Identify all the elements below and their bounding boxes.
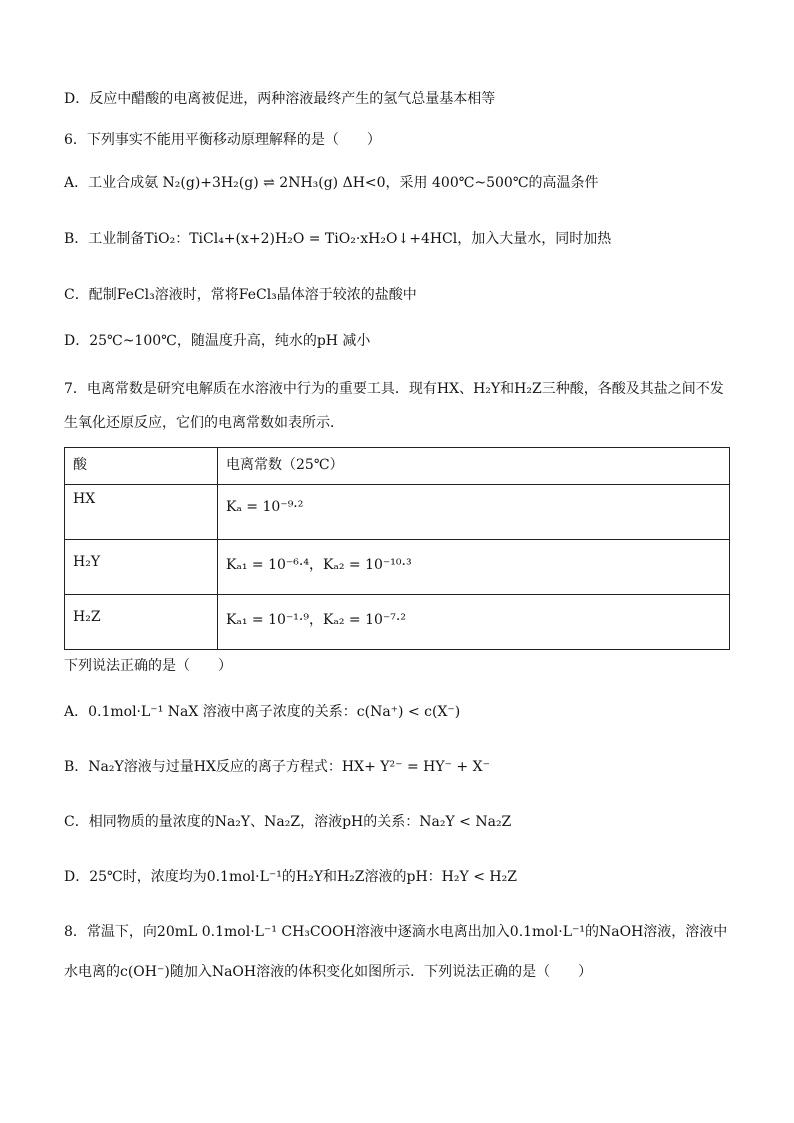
q7-option-d: D．25℃时，浓度均为0.1mol·L⁻¹的H₂Y和H₂Z溶液的pH：H₂Y < H₂Z (64, 869, 517, 885)
table-row (65, 540, 730, 595)
q6-option-a: A．工业合成氨 N₂(g)+3H₂(g) ⇌ 2NH₃(g) ΔH<0，采用 400℃~500℃的高温条件 (64, 175, 599, 191)
acid-formula: H₂Y (73, 554, 101, 570)
q6-option-c: C．配制FeCl₃溶液时，常将FeCl₃晶体溶于较浓的盐酸中 (64, 287, 417, 303)
constant-value: Kₐ₁ = 10⁻¹·⁹，Kₐ₂ = 10⁻⁷·² (226, 612, 406, 628)
table-header-row (65, 448, 730, 485)
table-cell-acid: HX (65, 485, 218, 540)
q5-option-d: D．反应中醋酸的电离被促进，两种溶液最终产生的氢气总量基本相等 (64, 91, 496, 107)
table-cell-constant (218, 485, 730, 540)
table-row (65, 485, 730, 540)
table-cell-constant (218, 540, 730, 595)
constant-value: Kₐ₁ = 10⁻⁶·⁴，Kₐ₂ = 10⁻¹⁰·³ (226, 557, 412, 573)
q7-question: 下列说法正确的是（ ） (64, 658, 232, 674)
ionization-constant-table (64, 447, 730, 650)
q7-option-b: B．Na₂Y溶液与过量HX反应的离子方程式：HX+ Y²⁻ = HY⁻ + X⁻ (64, 759, 490, 775)
q7-stem-line1: 7．电离常数是研究电解质在水溶液中行为的重要工具．现有HX、H₂Y和H₂Z三种酸，各酸及其盐之间不发 (64, 381, 724, 397)
q6-stem: 6．下列事实不能用平衡移动原理解释的是（ ） (64, 132, 381, 148)
table-cell-acid (65, 595, 218, 650)
q7-option-c: C．相同物质的量浓度的Na₂Y、Na₂Z，溶液pH的关系：Na₂Y < Na₂Z (64, 814, 512, 830)
q6-option-b: B．工业制备TiO₂：TiCl₄+(x+2)H₂O = TiO₂·xH₂O↓+4HCl，加入大量水，同时加热 (64, 231, 612, 247)
table-row (65, 595, 730, 650)
q8-stem-line2: 水电离的c(OH⁻)随加入NaOH溶液的体积变化如图所示．下列说法正确的是（ ） (64, 964, 593, 980)
q8-stem-line1: 8．常温下，向20mL 0.1mol·L⁻¹ CH₃COOH溶液中逐滴水电离出加入0.1mol·L⁻¹的NaOH溶液，溶液中 (64, 924, 728, 940)
acid-formula: H₂Z (73, 609, 101, 625)
table-header-acid: 酸 (65, 448, 218, 485)
q7-option-a: A．0.1mol·L⁻¹ NaX 溶液中离子浓度的关系：c(Na⁺) < c(X⁻) (64, 704, 461, 720)
table-cell-acid (65, 540, 218, 595)
table-header-constant: 电离常数（25℃） (218, 448, 730, 485)
q6-option-d: D．25℃~100℃，随温度升高，纯水的pH 减小 (64, 333, 371, 349)
constant-value: Kₐ = 10⁻⁹·² (226, 499, 304, 515)
q7-stem-line2: 生氧化还原反应，它们的电离常数如表所示． (64, 415, 344, 431)
table-cell-constant (218, 595, 730, 650)
